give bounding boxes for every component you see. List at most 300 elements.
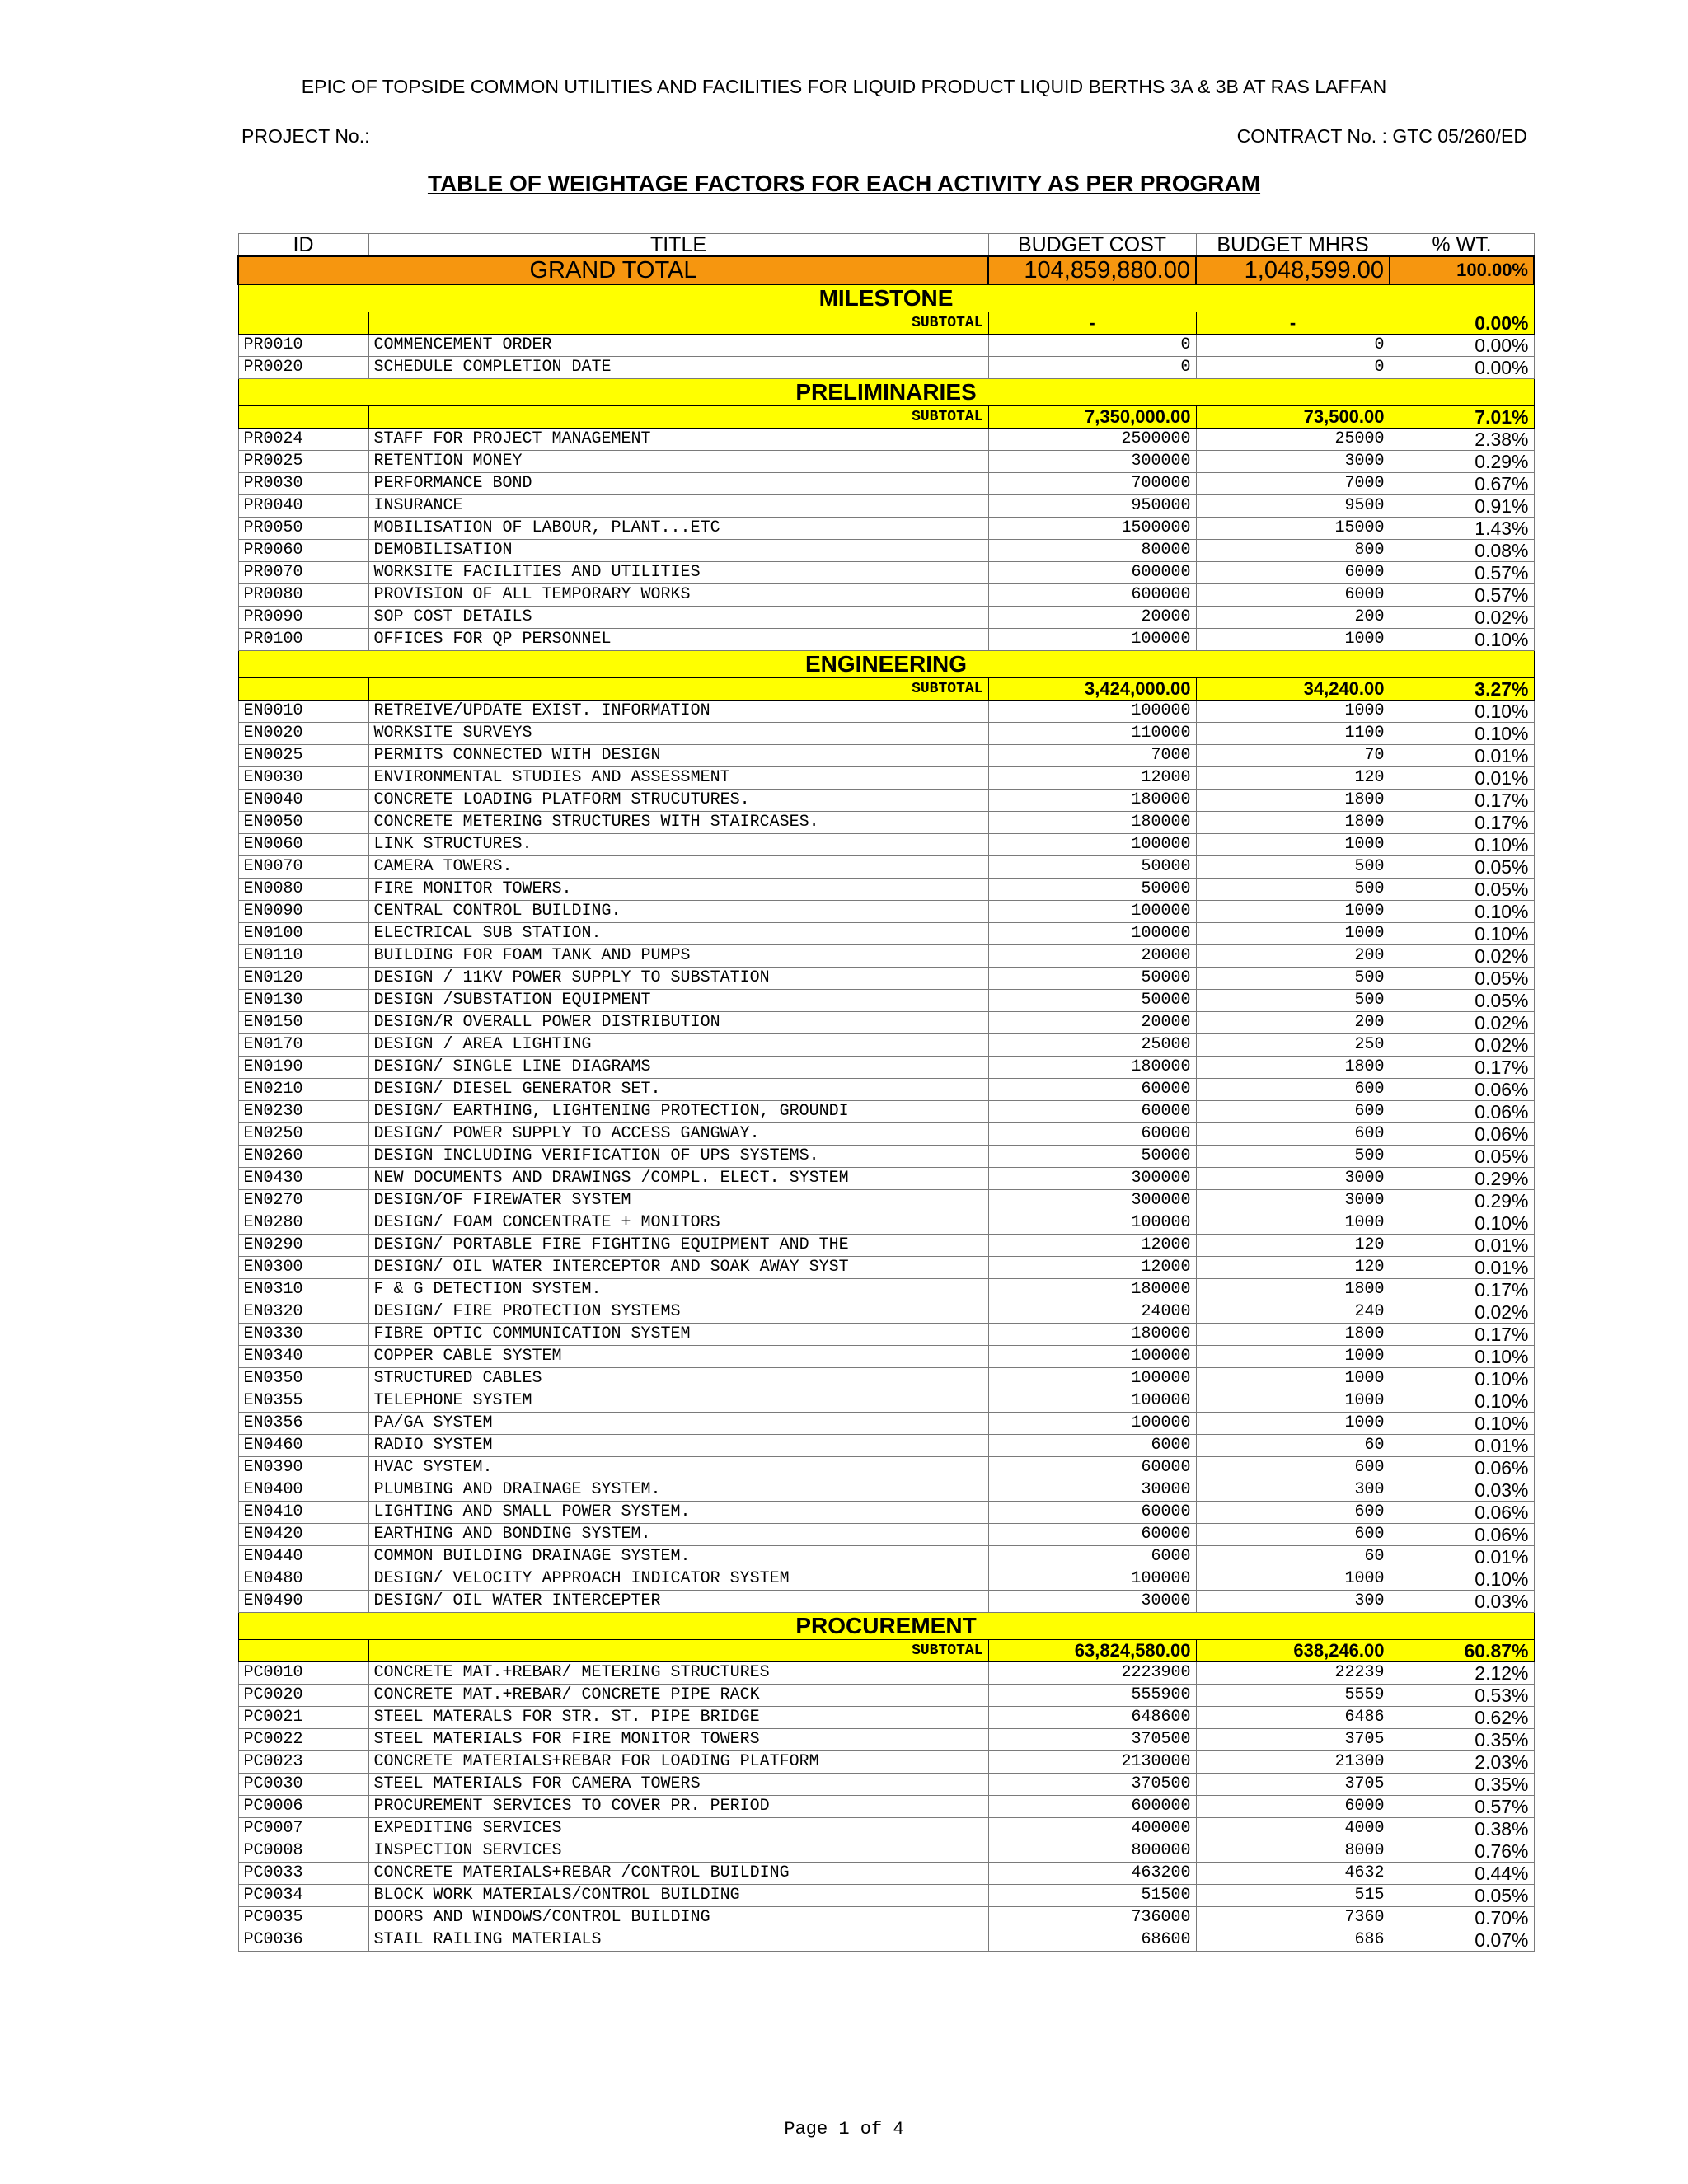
budget-cost: 60000 [988,1078,1196,1100]
activity-title: COPPER CABLE SYSTEM [368,1345,988,1367]
activity-id: EN0280 [238,1212,368,1234]
budget-cost: 60000 [988,1456,1196,1479]
activity-title: DESIGN/ OIL WATER INTERCEPTOR AND SOAK AWAY SYST [368,1256,988,1278]
pct-weight: 0.06% [1390,1523,1534,1545]
table-row [238,1301,1534,1323]
budget-cost: 30000 [988,1479,1196,1501]
pct-weight: 0.29% [1390,1167,1534,1189]
budget-cost: 370500 [988,1773,1196,1795]
budget-mhrs: 1000 [1196,1212,1390,1234]
budget-cost: 24000 [988,1301,1196,1323]
pct-weight: 0.05% [1390,967,1534,989]
activity-id: EN0355 [238,1390,368,1412]
activity-id: EN0190 [238,1056,368,1078]
budget-cost: 600000 [988,1795,1196,1817]
pct-weight: 0.29% [1390,1189,1534,1212]
pct-weight: 2.12% [1390,1661,1534,1684]
activity-id: EN0260 [238,1145,368,1167]
pct-weight: 0.10% [1390,1212,1534,1234]
budget-cost: 80000 [988,539,1196,561]
pct-weight: 0.05% [1390,989,1534,1011]
table-row [238,1590,1534,1612]
table-row [238,1434,1534,1456]
pct-weight: 0.01% [1390,766,1534,789]
table-row [238,472,1534,494]
budget-mhrs: 200 [1196,1011,1390,1033]
activity-title: HVAC SYSTEM. [368,1456,988,1479]
activity-id: EN0330 [238,1323,368,1345]
activity-title: DOORS AND WINDOWS/CONTROL BUILDING [368,1906,988,1929]
pct-weight: 0.02% [1390,1011,1534,1033]
budget-mhrs: 600 [1196,1122,1390,1145]
budget-cost: 463200 [988,1862,1196,1884]
activity-title: STEEL MATERALS FOR STR. ST. PIPE BRIDGE [368,1706,988,1728]
activity-title: STEEL MATERIALS FOR FIRE MONITOR TOWERS [368,1728,988,1750]
subtotal-label: SUBTOTAL [368,1639,988,1661]
activity-id: PC0010 [238,1661,368,1684]
budget-cost: 300000 [988,450,1196,472]
section-header [238,1612,1534,1639]
pct-weight: 0.10% [1390,722,1534,744]
pct-weight: 0.05% [1390,1884,1534,1906]
table-row [238,1501,1534,1523]
budget-cost: 555900 [988,1684,1196,1706]
table-row [238,1929,1534,1951]
activity-title: STEEL MATERIALS FOR CAMERA TOWERS [368,1773,988,1795]
budget-mhrs: 21300 [1196,1750,1390,1773]
budget-cost: 400000 [988,1817,1196,1840]
subtotal-mhrs: 34,240.00 [1196,677,1390,700]
activity-title: DESIGN/ DIESEL GENERATOR SET. [368,1078,988,1100]
budget-cost: 25000 [988,1033,1196,1056]
pct-weight: 0.38% [1390,1817,1534,1840]
activity-id: EN0420 [238,1523,368,1545]
activity-id: EN0025 [238,744,368,766]
grand-total-pct: 100.00% [1390,256,1534,284]
activity-title: FIBRE OPTIC COMMUNICATION SYSTEM [368,1323,988,1345]
pct-weight: 0.57% [1390,583,1534,606]
pct-weight: 0.29% [1390,450,1534,472]
budget-mhrs: 1000 [1196,628,1390,650]
budget-cost: 6000 [988,1545,1196,1568]
pct-weight: 0.01% [1390,1434,1534,1456]
budget-mhrs: 120 [1196,1256,1390,1278]
activity-id: EN0356 [238,1412,368,1434]
table-row [238,1750,1534,1773]
budget-mhrs: 0 [1196,334,1390,356]
pct-weight: 0.03% [1390,1479,1534,1501]
pct-weight: 2.03% [1390,1750,1534,1773]
activity-title: STRUCTURED CABLES [368,1367,988,1390]
activity-id: EN0290 [238,1234,368,1256]
subtotal-mhrs: 638,246.00 [1196,1639,1390,1661]
budget-cost: 180000 [988,1278,1196,1301]
activity-id: EN0080 [238,878,368,900]
activity-id: EN0350 [238,1367,368,1390]
table-row [238,989,1534,1011]
table-row [238,722,1534,744]
budget-cost: 30000 [988,1590,1196,1612]
table-row [238,811,1534,833]
activity-title: DESIGN/R OVERALL POWER DISTRIBUTION [368,1011,988,1033]
pct-weight: 0.01% [1390,1256,1534,1278]
table-row [238,450,1534,472]
activity-title: PROVISION OF ALL TEMPORARY WORKS [368,583,988,606]
budget-mhrs: 600 [1196,1456,1390,1479]
pct-weight: 0.91% [1390,494,1534,517]
budget-cost: 950000 [988,494,1196,517]
table-row [238,1256,1534,1278]
table-title: TABLE OF WEIGHTAGE FACTORS FOR EACH ACTIVITY AS PER PROGRAM [427,171,1261,196]
pct-weight: 0.06% [1390,1122,1534,1145]
pct-weight: 0.17% [1390,789,1534,811]
activity-title: LINK STRUCTURES. [368,833,988,855]
table-row [238,606,1534,628]
budget-mhrs: 25000 [1196,428,1390,450]
budget-cost: 2223900 [988,1661,1196,1684]
pct-weight: 0.76% [1390,1840,1534,1862]
activity-id: PR0020 [238,356,368,378]
budget-mhrs: 600 [1196,1523,1390,1545]
pct-weight: 0.05% [1390,855,1534,878]
table-row [238,583,1534,606]
grand-total-row [238,256,1534,284]
activity-id: EN0270 [238,1189,368,1212]
table-row [238,539,1534,561]
budget-cost: 180000 [988,1323,1196,1345]
table-header-row [238,234,1534,257]
project-title: EPIC OF TOPSIDE COMMON UTILITIES AND FACILITIES FOR LIQUID PRODUCT LIQUID BERTHS 3A & 3B AT RAS LAFFAN [301,76,1387,97]
activity-id: EN0150 [238,1011,368,1033]
activity-title: ELECTRICAL SUB STATION. [368,922,988,944]
subtotal-row [238,312,1534,334]
activity-title: PA/GA SYSTEM [368,1412,988,1434]
budget-mhrs: 3000 [1196,1189,1390,1212]
column-header-title: TITLE [368,234,988,257]
budget-mhrs: 1000 [1196,1367,1390,1390]
table-row [238,1523,1534,1545]
column-header-budget-mhrs: BUDGET MHRS [1196,234,1390,257]
table-row [238,1456,1534,1479]
table-row [238,1078,1534,1100]
budget-cost: 50000 [988,989,1196,1011]
pct-weight: 0.10% [1390,1412,1534,1434]
budget-mhrs: 200 [1196,606,1390,628]
pct-weight: 0.17% [1390,1056,1534,1078]
budget-mhrs: 500 [1196,855,1390,878]
activity-title: DEMOBILISATION [368,539,988,561]
pct-weight: 0.35% [1390,1728,1534,1750]
activity-title: TELEPHONE SYSTEM [368,1390,988,1412]
activity-title: CENTRAL CONTROL BUILDING. [368,900,988,922]
subtotal-mhrs: - [1196,312,1390,334]
activity-id: PC0021 [238,1706,368,1728]
grand-total-label: GRAND TOTAL [238,256,988,284]
section-header [238,378,1534,405]
activity-title: DESIGN/ VELOCITY APPROACH INDICATOR SYSTEM [368,1568,988,1590]
budget-mhrs: 8000 [1196,1840,1390,1862]
budget-mhrs: 120 [1196,766,1390,789]
pct-weight: 0.06% [1390,1456,1534,1479]
activity-id: EN0060 [238,833,368,855]
budget-cost: 300000 [988,1167,1196,1189]
budget-cost: 300000 [988,1189,1196,1212]
budget-mhrs: 60 [1196,1434,1390,1456]
activity-title: CONCRETE MATERIALS+REBAR /CONTROL BUILDING [368,1862,988,1884]
activity-title: STAFF FOR PROJECT MANAGEMENT [368,428,988,450]
activity-id: EN0030 [238,766,368,789]
activity-title: INSURANCE [368,494,988,517]
budget-cost: 100000 [988,900,1196,922]
budget-mhrs: 6000 [1196,1795,1390,1817]
activity-id: PC0034 [238,1884,368,1906]
subtotal-blank [238,1639,368,1661]
activity-title: NEW DOCUMENTS AND DRAWINGS /COMPL. ELECT. SYSTEM [368,1167,988,1189]
budget-mhrs: 7000 [1196,472,1390,494]
activity-title: LIGHTING AND SMALL POWER SYSTEM. [368,1501,988,1523]
budget-mhrs: 4632 [1196,1862,1390,1884]
subtotal-mhrs: 73,500.00 [1196,405,1390,428]
activity-title: STAIL RAILING MATERIALS [368,1929,988,1951]
pct-weight: 0.53% [1390,1684,1534,1706]
activity-title: BLOCK WORK MATERIALS/CONTROL BUILDING [368,1884,988,1906]
activity-title: DESIGN/ PORTABLE FIRE FIGHTING EQUIPMENT AND THE [368,1234,988,1256]
activity-id: EN0340 [238,1345,368,1367]
section-title: MILESTONE [238,284,1534,312]
pct-weight: 0.00% [1390,334,1534,356]
pct-weight: 0.67% [1390,472,1534,494]
table-row [238,1234,1534,1256]
activity-id: EN0430 [238,1167,368,1189]
subtotal-label: SUBTOTAL [368,677,988,700]
pct-weight: 0.02% [1390,606,1534,628]
activity-title: DESIGN/ POWER SUPPLY TO ACCESS GANGWAY. [368,1122,988,1145]
budget-cost: 20000 [988,606,1196,628]
activity-title: DESIGN/ EARTHING, LIGHTENING PROTECTION, GROUNDI [368,1100,988,1122]
budget-mhrs: 3705 [1196,1728,1390,1750]
subtotal-cost: 3,424,000.00 [988,677,1196,700]
activity-title: MOBILISATION OF LABOUR, PLANT...ETC [368,517,988,539]
budget-mhrs: 1800 [1196,1278,1390,1301]
table-row [238,1033,1534,1056]
table-row [238,1011,1534,1033]
table-row [238,833,1534,855]
activity-id: EN0120 [238,967,368,989]
subtotal-cost: - [988,312,1196,334]
budget-cost: 600000 [988,583,1196,606]
table-row [238,1661,1534,1684]
budget-mhrs: 300 [1196,1479,1390,1501]
table-row [238,1862,1534,1884]
pct-weight: 0.05% [1390,1145,1534,1167]
activity-title: COMMON BUILDING DRAINAGE SYSTEM. [368,1545,988,1568]
pct-weight: 0.10% [1390,900,1534,922]
budget-cost: 370500 [988,1728,1196,1750]
budget-mhrs: 500 [1196,1145,1390,1167]
budget-cost: 100000 [988,1367,1196,1390]
activity-id: EN0040 [238,789,368,811]
pct-weight: 0.10% [1390,628,1534,650]
budget-cost: 100000 [988,1412,1196,1434]
table-row [238,700,1534,722]
activity-title: EXPEDITING SERVICES [368,1817,988,1840]
budget-mhrs: 1000 [1196,833,1390,855]
budget-mhrs: 600 [1196,1078,1390,1100]
table-row [238,1278,1534,1301]
budget-cost: 2500000 [988,428,1196,450]
grand-total-mhrs: 1,048,599.00 [1196,256,1390,284]
activity-title: PLUMBING AND DRAINAGE SYSTEM. [368,1479,988,1501]
budget-mhrs: 500 [1196,967,1390,989]
table-row [238,517,1534,539]
pct-weight: 0.35% [1390,1773,1534,1795]
activity-title: CONCRETE MATERIALS+REBAR FOR LOADING PLATFORM [368,1750,988,1773]
table-row [238,1479,1534,1501]
subtotal-row [238,677,1534,700]
contract-number: CONTRACT No. : GTC 05/260/ED [1236,125,1527,147]
pct-weight: 0.10% [1390,700,1534,722]
activity-id: PR0090 [238,606,368,628]
pct-weight: 0.17% [1390,1278,1534,1301]
activity-title: EARTHING AND BONDING SYSTEM. [368,1523,988,1545]
activity-id: PC0007 [238,1817,368,1840]
activity-id: EN0170 [238,1033,368,1056]
activity-title: RADIO SYSTEM [368,1434,988,1456]
section-header [238,284,1534,312]
subtotal-pct: 0.00% [1390,312,1534,334]
budget-mhrs: 6000 [1196,583,1390,606]
subtotal-pct: 7.01% [1390,405,1534,428]
pct-weight: 0.03% [1390,1590,1534,1612]
activity-title: DESIGN / 11KV POWER SUPPLY TO SUBSTATION [368,967,988,989]
budget-mhrs: 3000 [1196,1167,1390,1189]
budget-cost: 100000 [988,833,1196,855]
budget-cost: 100000 [988,1345,1196,1367]
budget-mhrs: 200 [1196,944,1390,967]
activity-id: PC0020 [238,1684,368,1706]
activity-id: PC0006 [238,1795,368,1817]
activity-title: DESIGN /SUBSTATION EQUIPMENT [368,989,988,1011]
budget-mhrs: 1000 [1196,922,1390,944]
budget-mhrs: 15000 [1196,517,1390,539]
table-row [238,744,1534,766]
page-number: Page 1 of 4 [784,2119,904,2139]
activity-id: PR0080 [238,583,368,606]
activity-id: PC0035 [238,1906,368,1929]
activity-id: PR0010 [238,334,368,356]
table-row [238,1323,1534,1345]
budget-cost: 736000 [988,1906,1196,1929]
budget-cost: 100000 [988,700,1196,722]
subtotal-label: SUBTOTAL [368,312,988,334]
budget-cost: 20000 [988,1011,1196,1033]
activity-id: EN0110 [238,944,368,967]
budget-mhrs: 500 [1196,878,1390,900]
table-row [238,1367,1534,1390]
activity-id: PR0050 [238,517,368,539]
table-row [238,1122,1534,1145]
activity-id: EN0050 [238,811,368,833]
activity-title: COMMENCEMENT ORDER [368,334,988,356]
subtotal-pct: 3.27% [1390,677,1534,700]
table-row [238,494,1534,517]
budget-mhrs: 1000 [1196,1390,1390,1412]
budget-mhrs: 1000 [1196,1568,1390,1590]
activity-id: PC0030 [238,1773,368,1795]
budget-mhrs: 1800 [1196,1323,1390,1345]
activity-id: PC0022 [238,1728,368,1750]
pct-weight: 0.02% [1390,1033,1534,1056]
table-row [238,1189,1534,1212]
budget-cost: 100000 [988,1212,1196,1234]
table-row [238,1568,1534,1590]
pct-weight: 0.10% [1390,1367,1534,1390]
table-row [238,1684,1534,1706]
budget-cost: 700000 [988,472,1196,494]
activity-id: EN0130 [238,989,368,1011]
activity-id: PC0008 [238,1840,368,1862]
budget-mhrs: 600 [1196,1100,1390,1122]
budget-mhrs: 1000 [1196,900,1390,922]
budget-cost: 12000 [988,1234,1196,1256]
activity-id: PR0070 [238,561,368,583]
pct-weight: 0.00% [1390,356,1534,378]
activity-title: DESIGN INCLUDING VERIFICATION OF UPS SYSTEMS. [368,1145,988,1167]
pct-weight: 0.07% [1390,1929,1534,1951]
table-row [238,428,1534,450]
budget-mhrs: 60 [1196,1545,1390,1568]
budget-cost: 100000 [988,1568,1196,1590]
activity-id: PR0060 [238,539,368,561]
pct-weight: 0.01% [1390,744,1534,766]
subtotal-cost: 63,824,580.00 [988,1639,1196,1661]
budget-cost: 180000 [988,1056,1196,1078]
budget-mhrs: 5559 [1196,1684,1390,1706]
table-row [238,1884,1534,1906]
table-row [238,1145,1534,1167]
budget-mhrs: 22239 [1196,1661,1390,1684]
budget-cost: 0 [988,356,1196,378]
budget-cost: 7000 [988,744,1196,766]
budget-mhrs: 600 [1196,1501,1390,1523]
budget-cost: 110000 [988,722,1196,744]
budget-mhrs: 800 [1196,539,1390,561]
table-row [238,878,1534,900]
budget-mhrs: 6000 [1196,561,1390,583]
activity-id: PC0033 [238,1862,368,1884]
section-header [238,650,1534,677]
budget-mhrs: 250 [1196,1033,1390,1056]
pct-weight: 0.01% [1390,1234,1534,1256]
budget-cost: 2130000 [988,1750,1196,1773]
table-row [238,561,1534,583]
budget-mhrs: 500 [1196,989,1390,1011]
column-header-id: ID [238,234,368,257]
budget-cost: 60000 [988,1523,1196,1545]
pct-weight: 0.08% [1390,539,1534,561]
activity-title: DESIGN/OF FIREWATER SYSTEM [368,1189,988,1212]
activity-title: DESIGN/ OIL WATER INTERCEPTER [368,1590,988,1612]
pct-weight: 0.57% [1390,1795,1534,1817]
table-row [238,356,1534,378]
budget-cost: 100000 [988,922,1196,944]
table-row [238,1545,1534,1568]
activity-title: INSPECTION SERVICES [368,1840,988,1862]
column-header-pct-wt: % WT. [1390,234,1534,257]
pct-weight: 1.43% [1390,517,1534,539]
subtotal-pct: 60.87% [1390,1639,1534,1661]
budget-mhrs: 120 [1196,1234,1390,1256]
